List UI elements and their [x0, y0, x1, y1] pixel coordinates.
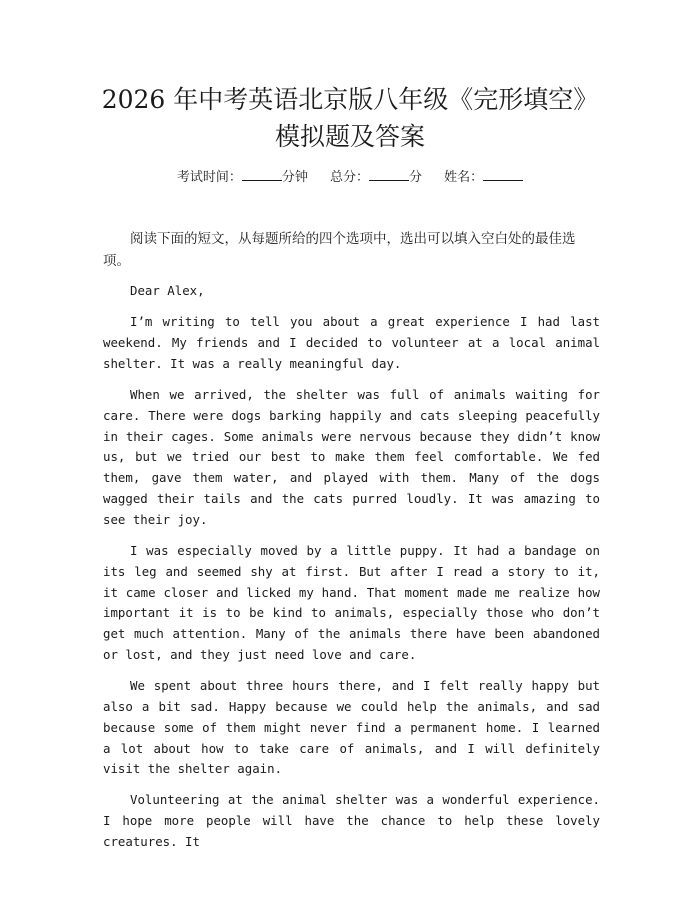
letter-paragraph: We spent about three hours there, and I felt really happy but also a bit sad. Happy because we could help the animals, and sad because some of them might never find a permanent home. I learned a lot about how to take care of animals, and I will definitely visit the shelter again.: [103, 678, 600, 777]
exam-time-unit: 分钟: [281, 170, 308, 185]
total-score-label: 总分：: [329, 170, 369, 185]
name-field: [444, 168, 523, 187]
letter-paragraph: I was especially moved by a little puppy. It had a bandage on its leg and seemed shy at first. But after I read a story to it, it came closer and licked my hand. That moment made me realize how important it is to be kind to animals, especially those who don’t get much attention. Many of the animals there have been abandoned or lost, and they just need love and care.: [103, 542, 600, 662]
letter-paragraph: Volunteering at the animal shelter was a wonderful experience. I hope more people will have the chance to help these lovely creatures. It: [103, 792, 600, 850]
document-title-line-1: 2026 年中考英语北京版八年级《完形填空》: [101, 85, 599, 114]
document-title-line-2: 模拟题及答案: [274, 122, 425, 151]
exam-time-label: 考试时间：: [176, 170, 242, 185]
name-blank: [483, 168, 523, 181]
letter-paragraph: When we arrived, the shelter was full of animals waiting for care. There were dogs barking happily and cats sleeping peacefully in their cages. Some animals were nervous because they didn’t know us, but we tried our best to make them feel comfortable. We fed them, gave them water, and played with them. Many of the dogs wagged their tails and the cats purred loudly. It was amazing to see their joy.: [103, 386, 600, 527]
exam-time-field: [177, 168, 308, 187]
total-score-unit: 分: [409, 170, 423, 185]
letter-body: [103, 281, 600, 863]
total-score-field: [330, 168, 422, 187]
name-label: 姓名：: [444, 170, 484, 185]
total-score-blank: [369, 168, 409, 181]
letter-salutation: Dear Alex,: [130, 283, 205, 298]
exam-meta-line: [0, 168, 700, 187]
letter-paragraph: I’m writing to tell you about a great experience I had last weekend. My friends and I decided to volunteer at a local animal shelter. It was a really meaningful day.: [103, 314, 600, 371]
instructions: 阅读下面的短文，从每题所给的四个选项中，选出可以填入空白处的最佳选项。: [103, 231, 576, 269]
exam-time-blank: [242, 168, 282, 181]
